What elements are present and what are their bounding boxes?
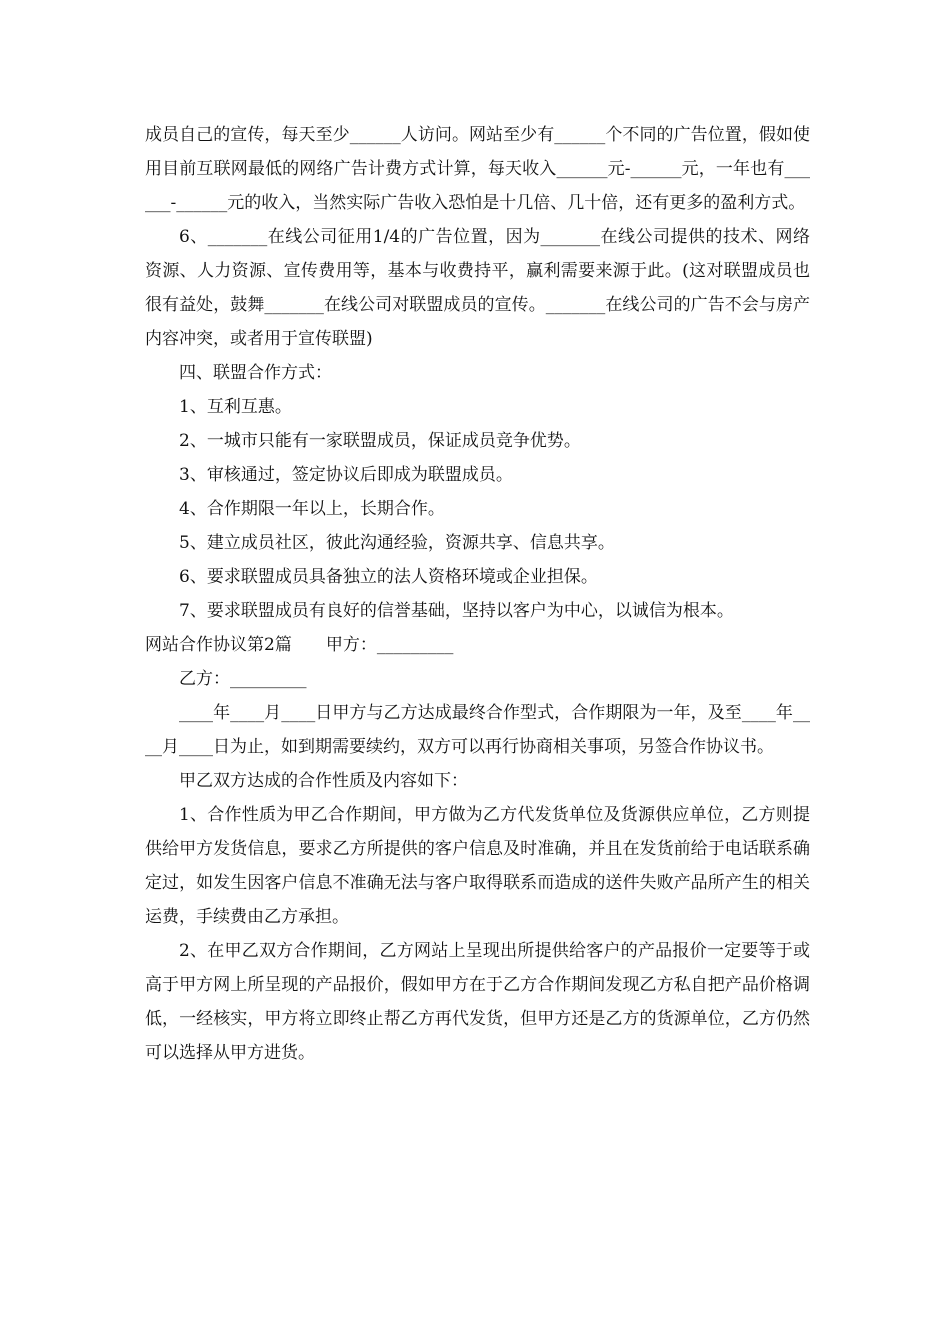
list-item: 3、审核通过，签定协议后即成为联盟成员。 — [179, 465, 513, 485]
agreement-title-party-a: 网站合作协议第2篇 甲方：_________ — [145, 635, 454, 655]
clause-2: 2、在甲乙双方合作期间，乙方网站上呈现出所提供给客户的产品报价一定要等于或高于甲方网上所呈现的产品报价，假如甲方在于乙方合作期间发现乙方私自把产品价格调低，一经核实，甲方将立即终止帮乙方再代发货，但甲方还是乙方的货源单位，乙方仍然可以选择从甲方进货。 — [145, 941, 810, 1063]
list-item: 5、建立成员社区，彼此沟通经验，资源共享、信息共享。 — [179, 533, 615, 553]
list-item: 7、要求联盟成员有良好的信誉基础，坚持以客户为中心，以诚信为根本。 — [179, 601, 734, 621]
paragraph-revenue: 成员自己的宣传，每天至少______人访问。网站至少有______个不同的广告位置，假如使用目前互联网最低的网络广告计费方式计算，每天收入______元-______元，一年也有______-______元的收入，当然实际广告收入恐怕是十几倍、几十倍，还有更多的盈利方式。 — [145, 125, 810, 213]
list-item: 2、一城市只能有一家联盟成员，保证成员竞争优势。 — [179, 431, 581, 451]
list-item: 6、要求联盟成员具备独立的法人资格环境或企业担保。 — [179, 567, 598, 587]
list-item: 1、互利互惠。 — [179, 397, 292, 417]
document-body — [145, 118, 810, 1070]
paragraph-term: ____年____月____日甲方与乙方达成最终合作型式，合作期限为一年，及至____年____月____日为止，如到期需要续约，双方可以再行协商相关事项，另签合作协议书。 — [145, 703, 810, 757]
clause-1: 1、合作性质为甲乙合作期间，甲方做为乙方代发货单位及货源供应单位，乙方则提供给甲方发货信息，要求乙方所提供的客户信息及时准确，并且在发货前给于电话联系确定过，如发生因客户信息不准确无法与客户取得联系而造成的送件失败产品所产生的相关运费，手续费由乙方承担。 — [145, 805, 810, 927]
paragraph-ad-space: 6、_______在线公司征用1/4的广告位置，因为_______在线公司提供的技术、网络资源、人力资源、宣传费用等，基本与收费持平，赢利需要来源于此。(这对联盟成员也很有益处，鼓舞_______在线公司对联盟成员的宣传。_______在线公司的广告不会与房产内容冲突，或者用于宣传联盟) — [145, 227, 810, 349]
paragraph-intro: 甲乙双方达成的合作性质及内容如下： — [179, 771, 468, 791]
party-b-line: 乙方：_________ — [179, 669, 307, 689]
section-heading-cooperation: 四、联盟合作方式： — [179, 363, 332, 383]
list-item: 4、合作期限一年以上，长期合作。 — [179, 499, 445, 519]
